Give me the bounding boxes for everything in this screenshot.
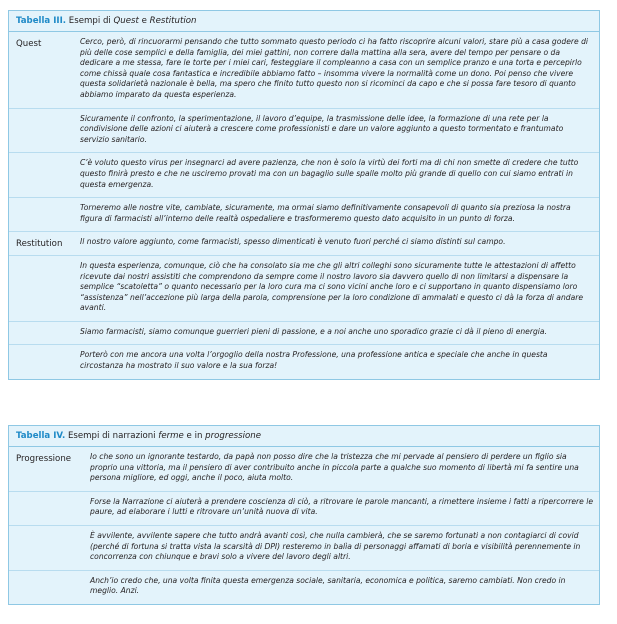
caption-segment: progressione xyxy=(205,431,261,441)
narrative-text: Cerco, però, di rincuorarmi pensando che tutto sommato questo periodo ci ha fatto riscoprire alcuni valori, stare più a casa godere di più delle cose semplici e della famiglia, dei miei gattini, non correre dalla mattina alla sera, avere del tempo per pensare o da dedicare a me stessa, fare le torte per i miei cari, festeggiare il compleanno a casa con un semplice pranzo e una torta e percepirlo come chissà quale cosa fantastica e incredibile abbiamo fatto – insomma vivere la normalità come un dono. Poi penso che vivere questa solidarietà nazionale è bella, ma spero che finito tutto questo non si ricominci da capo e che si possa fare tesoro di quanto abbiamo imparato da questa esperienza. xyxy=(80,37,589,99)
table-3-caption-text xyxy=(66,16,196,26)
table-row xyxy=(9,570,599,604)
row-label xyxy=(9,526,84,570)
row-label xyxy=(9,322,74,345)
row-label: Restitution xyxy=(16,239,63,250)
narrative-text: Siamo farmacisti, siamo comunque guerrieri pieni di passione, e a noi anche uno sporadico grazie ci dà il pieno di energia. xyxy=(80,326,547,336)
narrative-text: Il nostro valore aggiunto, come farmacisti, spesso dimenticati è venuto fuori perché ci siamo distinti sul campo. xyxy=(80,237,506,247)
table-row xyxy=(9,108,599,153)
narrative-text: Sicuramente il confronto, la sperimentazione, il lavoro d’equipe, la trasmissione delle idee, la formazione di una rete per la condivisione delle azioni ci aiuterà a crescere come professionisti e dare un valore aggiunto a questo tormentato e frantumato servizio sanitario. xyxy=(80,113,564,144)
table-4-caption xyxy=(9,426,599,447)
caption-segment: Restitution xyxy=(149,16,197,26)
table-row xyxy=(9,255,599,321)
table-row xyxy=(9,152,599,197)
row-label: Quest xyxy=(16,39,42,49)
row-label xyxy=(9,256,74,321)
caption-segment: e in xyxy=(183,431,206,441)
table-3 xyxy=(8,10,600,380)
table-row xyxy=(9,321,599,345)
row-label xyxy=(9,571,84,604)
table-4-caption-label: Tabella IV. xyxy=(16,431,66,441)
row-label xyxy=(9,198,74,231)
caption-segment: Esempi di xyxy=(66,16,114,26)
narrative-text: C’è voluto questo virus per insegnarci ad avere pazienza, che non è solo la virtù dei forti ma di chi non smette di credere che tutto questo finirà presto e che ne usciremo provati ma con un bagaglio sulle spalle molto più grande di quello con cui siamo entrati in questa emergenza. xyxy=(80,158,579,189)
row-label xyxy=(9,109,74,153)
narrative-text: Torneremo alle nostre vite, cambiate, sicuramente, ma ormai siamo definitivamente consapevoli di quanto sia preziosa la nostra figura di farmacisti all’interno delle realtà ospedaliere e trasformeremo questo dato acquisito in un punto di forza. xyxy=(80,203,571,223)
narrative-text: Porterò con me ancora una volta l’orgoglio della nostra Professione, una professione antica e speciale che anche in questa circostanza ha mostrato il suo valore e la sua forza! xyxy=(80,350,548,371)
table-3-rows xyxy=(9,32,599,379)
row-label xyxy=(9,345,74,378)
row-label xyxy=(9,153,74,197)
row-label xyxy=(9,492,84,525)
table-row xyxy=(9,197,599,231)
table-3-caption xyxy=(9,11,599,32)
caption-segment: e xyxy=(138,16,150,26)
narrative-text: Io che sono un ignorante testardo, da papà non posso dire che la tristezza che mi pervade al pensiero di perdere un figlio sia proprio una vittoria, ma il pensiero di aver contribuito anche in piccola parte a qualche suo momento di libertà mi fa sentire una persona migliore, ed oggi, anche il poco, aiuta molto. xyxy=(90,452,579,483)
narrative-text: Forse la Narrazione ci aiuterà a prendere coscienza di ciò, a ritrovare le parole mancanti, a rimettere insieme i fatti a ripercorrere le paure, ad elaborare i lutti e ritrovare un’unità nuova di vita. xyxy=(90,496,594,517)
caption-segment: Esempi di narrazioni xyxy=(65,431,159,441)
caption-segment: Quest xyxy=(113,16,139,26)
table-4-rows xyxy=(9,447,599,604)
narrative-text: È avvilente, avvilente sapere che tutto andrà avanti così, che nulla cambierà, che se saremo fortunati a non contagiarci di covid (perché di fortuna si tratta vista la scarsità di DPI) resteremo in balìa di personaggi affamati di boria e visibilità perennemente in concorrenza con chiunque e bravi solo a vivere del lavoro degli altri. xyxy=(90,530,581,562)
row-label: Progressione xyxy=(16,454,72,464)
table-3-caption-label: Tabella III. xyxy=(16,16,67,26)
table-row xyxy=(9,32,599,108)
table-4-caption-text xyxy=(65,431,261,441)
narrative-text: Anch’io credo che, una volta finita questa emergenza sociale, sanitaria, economica e politica, saremo cambiati. Non credo in meglio. Anzi. xyxy=(90,575,566,596)
table-row xyxy=(9,231,599,255)
table-row xyxy=(9,344,599,378)
table-4 xyxy=(8,425,600,605)
table-row xyxy=(9,525,599,570)
narrative-text: In questa esperienza, comunque, ciò che ha consolato sia me che gli altri colleghi sono sicuramente tutte le attestazioni di affetto ricevute dai nostri assistiti che comprendono da sempre come il nostro lavoro sia davvero quello di non limitarsi a dispensare la semplice “scatoletta” o quanto necessario per la loro cura ma ci sono vicini anche loro e ci supportano in quanto dispensiamo loro “assistenza” nell’accezione più larga della parola, comprensione per la loro condizione di ammalati e questo ci dà la forza di andare avanti. xyxy=(80,260,584,313)
caption-segment: ferme xyxy=(158,431,184,441)
table-row xyxy=(9,447,599,491)
table-row xyxy=(9,491,599,525)
